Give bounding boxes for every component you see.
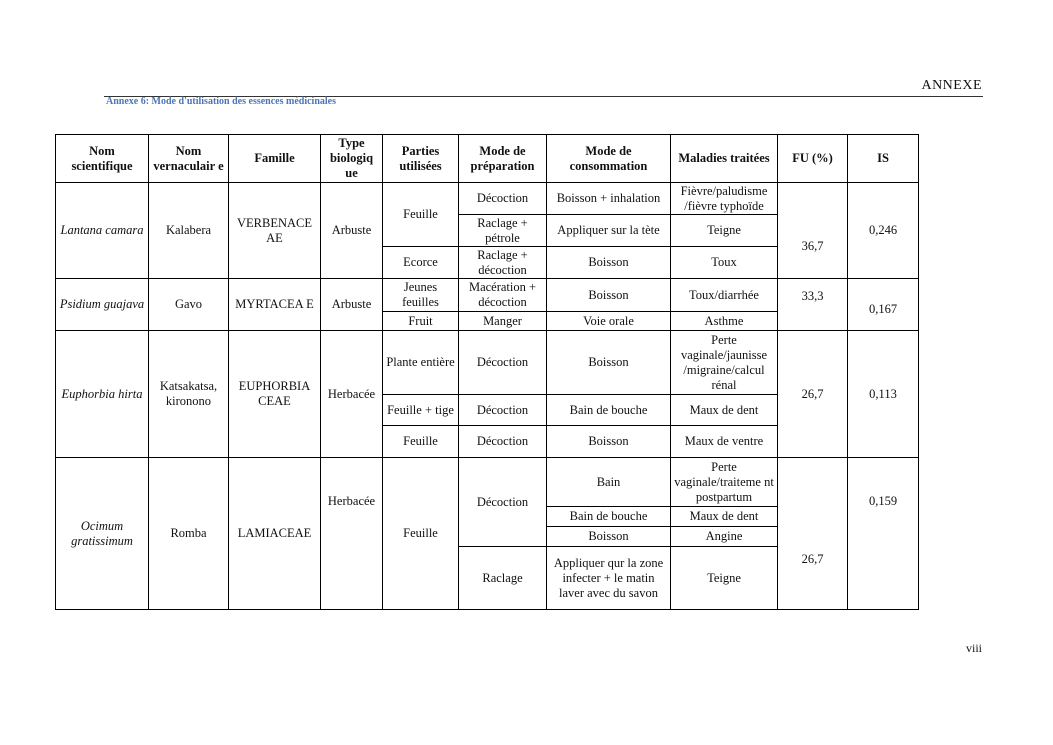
cell-consumption: Bain de bouche <box>547 395 671 426</box>
cell-vernacular-name: Romba <box>149 458 229 610</box>
cell-preparation: Décoction <box>459 331 547 395</box>
header-preparation: Mode de préparation <box>459 135 547 183</box>
cell-consumption: Boisson <box>547 331 671 395</box>
cell-part: Feuille <box>383 183 459 247</box>
cell-consumption: Boisson + inhalation <box>547 183 671 215</box>
cell-disease: Fièvre/paludisme /fièvre typhoïde <box>671 183 778 215</box>
cell-preparation: Décoction <box>459 183 547 215</box>
cell-preparation: Décoction <box>459 458 547 547</box>
cell-fu: 26,7 <box>778 458 848 610</box>
cell-preparation: Macération + décoction <box>459 279 547 312</box>
cell-disease: Maux de ventre <box>671 426 778 458</box>
header-is: IS <box>848 135 919 183</box>
cell-part: Feuille <box>383 458 459 610</box>
cell-fu: 33,3 <box>778 279 848 331</box>
cell-part: Ecorce <box>383 247 459 279</box>
cell-fu: 26,7 <box>778 331 848 458</box>
cell-consumption: Bain de bouche <box>547 507 671 527</box>
cell-type: Arbuste <box>321 279 383 331</box>
cell-family: MYRTACEA E <box>229 279 321 331</box>
cell-scientific-name: Ocimum gratissimum <box>56 458 149 610</box>
header-maladies: Maladies traitées <box>671 135 778 183</box>
table-row <box>56 458 919 507</box>
header-type-biologique: Type biologiq ue <box>321 135 383 183</box>
cell-consumption: Boisson <box>547 247 671 279</box>
cell-part: Feuille <box>383 426 459 458</box>
cell-disease: Perte vaginale/jaunisse /migraine/calcul rénal <box>671 331 778 395</box>
cell-is: 0,167 <box>848 279 919 331</box>
cell-scientific-name: Psidium guajava <box>56 279 149 331</box>
cell-is: 0,113 <box>848 331 919 458</box>
cell-vernacular-name: Katsakatsa, kironono <box>149 331 229 458</box>
cell-part: Jeunes feuilles <box>383 279 459 312</box>
cell-is: 0,246 <box>848 183 919 279</box>
cell-disease: Teigne <box>671 215 778 247</box>
cell-preparation: Décoction <box>459 395 547 426</box>
cell-disease: Asthme <box>671 312 778 331</box>
cell-consumption: Appliquer sur la tète <box>547 215 671 247</box>
header-nom-scientifique: Nom scientifique <box>56 135 149 183</box>
medicinal-plants-table <box>55 134 919 610</box>
cell-consumption: Boisson <box>547 426 671 458</box>
cell-part: Fruit <box>383 312 459 331</box>
cell-preparation: Raclage + décoction <box>459 247 547 279</box>
table-caption: Annexe 6: Mode d'utilisation des essences médicinales <box>106 96 336 107</box>
table-header-row <box>56 135 919 183</box>
cell-preparation: Manger <box>459 312 547 331</box>
cell-type: Herbacée <box>321 331 383 458</box>
cell-consumption: Bain <box>547 458 671 507</box>
cell-disease: Toux/diarrhée <box>671 279 778 312</box>
cell-disease: Perte vaginale/traiteme nt postpartum <box>671 458 778 507</box>
cell-disease: Angine <box>671 527 778 547</box>
cell-preparation: Décoction <box>459 426 547 458</box>
cell-preparation: Raclage <box>459 547 547 610</box>
header-nom-vernaculaire: Nom vernaculair e <box>149 135 229 183</box>
cell-family: LAMIACEAE <box>229 458 321 610</box>
cell-consumption: Voie orale <box>547 312 671 331</box>
page-number: viii <box>965 641 982 655</box>
table-row <box>56 279 919 312</box>
cell-family: VERBENACE AE <box>229 183 321 279</box>
cell-fu: 36,7 <box>778 183 848 279</box>
header-parties: Parties utilisées <box>383 135 459 183</box>
cell-consumption: Appliquer qur la zone infecter + le matin laver avec du savon <box>547 547 671 610</box>
header-consommation: Mode de consommation <box>547 135 671 183</box>
cell-consumption: Boisson <box>547 527 671 547</box>
table-row <box>56 331 919 395</box>
cell-type: Arbuste <box>321 183 383 279</box>
cell-vernacular-name: Kalabera <box>149 183 229 279</box>
cell-disease: Toux <box>671 247 778 279</box>
section-header: ANNEXE <box>921 78 982 93</box>
cell-type: Herbacée <box>321 458 383 610</box>
cell-vernacular-name: Gavo <box>149 279 229 331</box>
cell-consumption: Boisson <box>547 279 671 312</box>
cell-disease: Maux de dent <box>671 507 778 527</box>
cell-disease: Maux de dent <box>671 395 778 426</box>
cell-is: 0,159 <box>848 458 919 610</box>
header-famille: Famille <box>229 135 321 183</box>
cell-family: EUPHORBIA CEAE <box>229 331 321 458</box>
table-row <box>56 183 919 215</box>
cell-scientific-name: Euphorbia hirta <box>56 331 149 458</box>
cell-part: Plante entière <box>383 331 459 395</box>
cell-preparation: Raclage + pétrole <box>459 215 547 247</box>
cell-part: Feuille + tige <box>383 395 459 426</box>
cell-scientific-name: Lantana camara <box>56 183 149 279</box>
cell-disease: Teigne <box>671 547 778 610</box>
header-fu: FU (%) <box>778 135 848 183</box>
